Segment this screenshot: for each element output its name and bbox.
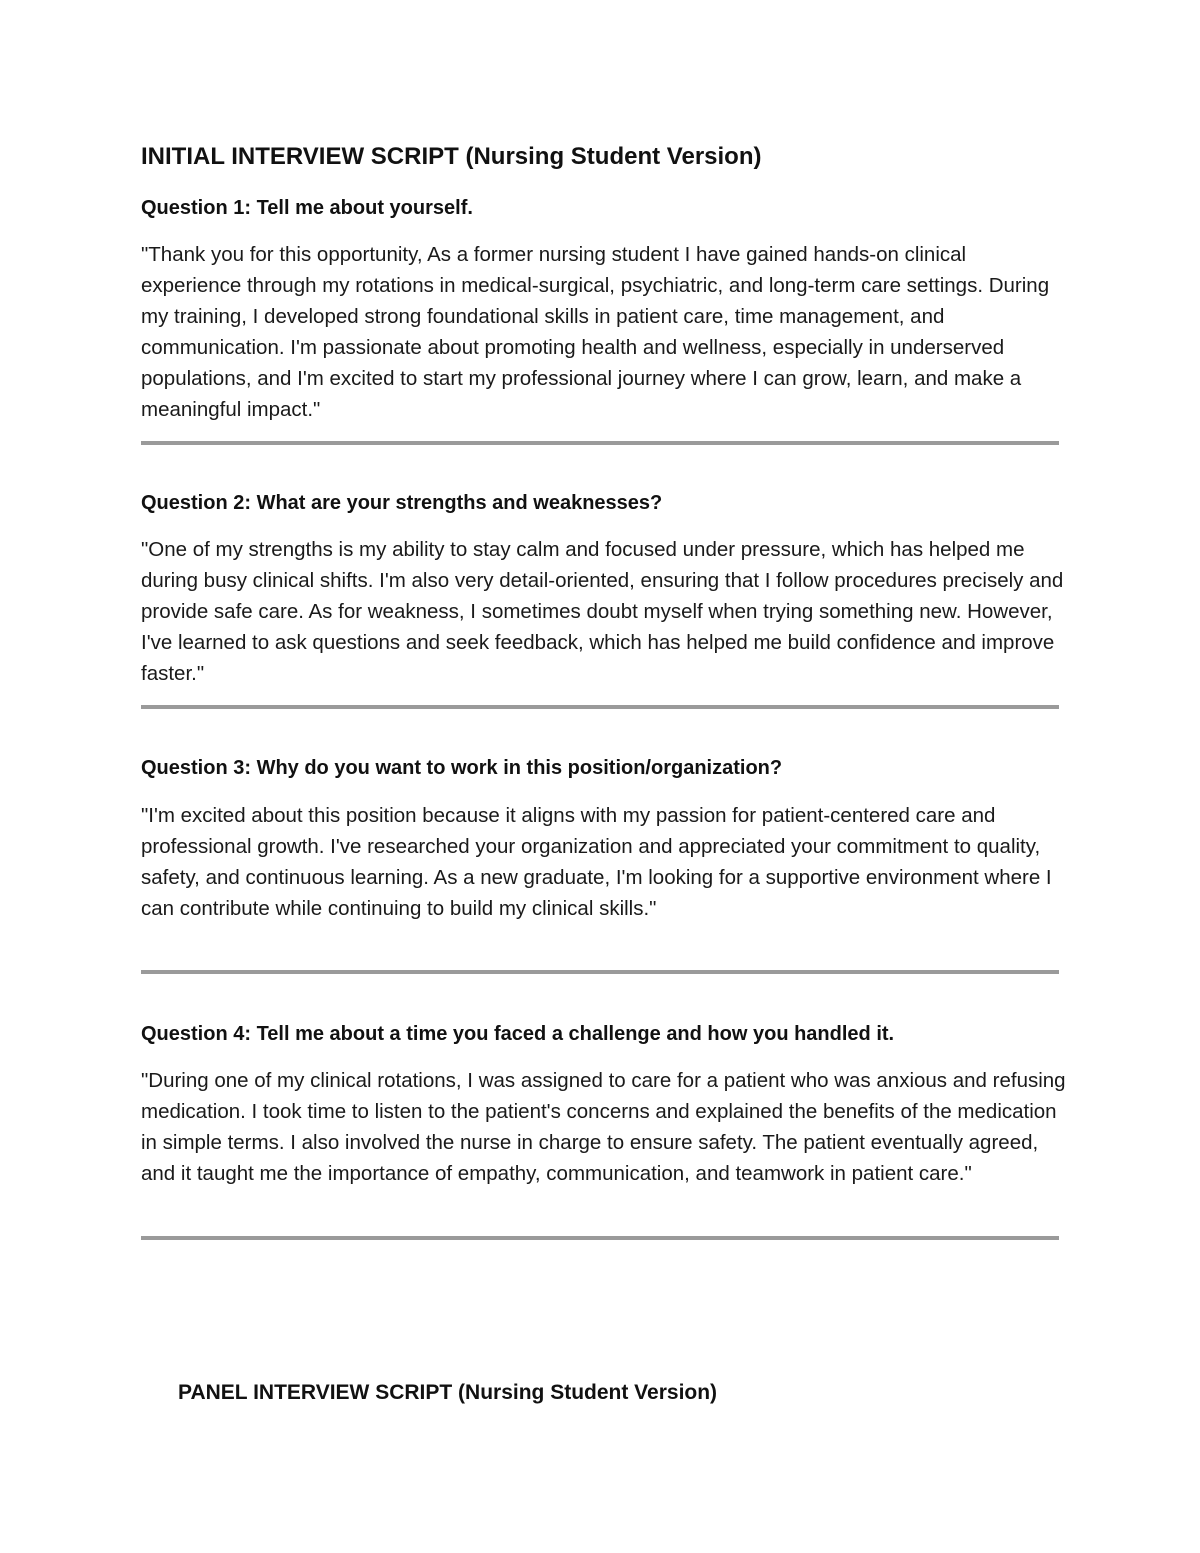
question-1-heading: Question 1: Tell me about yourself. bbox=[141, 197, 473, 219]
question-3-heading: Question 3: Why do you want to work in this position/organization? bbox=[141, 757, 783, 779]
panel-section-title: PANEL INTERVIEW SCRIPT (Nursing Student Version) bbox=[178, 1381, 718, 1404]
section-divider bbox=[141, 705, 1059, 709]
question-3-answer: "I'm excited about this position because it aligns with my passion for patient-centered care and professional growth. I've researched your organization and appreciated your commitment to quality, safety, and continuous learning. As a new graduate, I'm looking for a supportive environment where I can contribute while continuing to build my clinical skills." bbox=[141, 804, 1052, 920]
section-divider bbox=[141, 1236, 1059, 1240]
question-4-heading: Question 4: Tell me about a time you faced a challenge and how you handled it. bbox=[141, 1023, 895, 1045]
section-divider bbox=[141, 441, 1059, 445]
document-title: INITIAL INTERVIEW SCRIPT (Nursing Student Version) bbox=[141, 143, 762, 170]
question-2-heading: Question 2: What are your strengths and weaknesses? bbox=[141, 492, 663, 514]
question-4-answer: "During one of my clinical rotations, I was assigned to care for a patient who was anxious and refusing medication. I took time to listen to the patient's concerns and explained the benefits of the medication in simple terms. I also involved the nurse in charge to ensure safety. The patient eventually agreed, and it taught me the importance of empathy, communication, and teamwork in patient care." bbox=[141, 1069, 1066, 1185]
question-1-answer: "Thank you for this opportunity, As a former nursing student I have gained hands-on clinical experience through my rotations in medical-surgical, psychiatric, and long-term care settings. During my training, I developed strong foundational skills in patient care, time management, and communication. I'm passionate about promoting health and wellness, especially in underserved populations, and I'm excited to start my professional journey where I can grow, learn, and make a meaningful impact." bbox=[141, 243, 1050, 421]
section-divider bbox=[141, 970, 1059, 974]
question-2-answer: "One of my strengths is my ability to stay calm and focused under pressure, which has helped me during busy clinical shifts. I'm also very detail-oriented, ensuring that I follow procedures precisely and provide safe care. As for weakness, I sometimes doubt myself when trying something new. However, I've learned to ask questions and seek feedback, which has helped me build confidence and improve faster." bbox=[141, 538, 1064, 685]
